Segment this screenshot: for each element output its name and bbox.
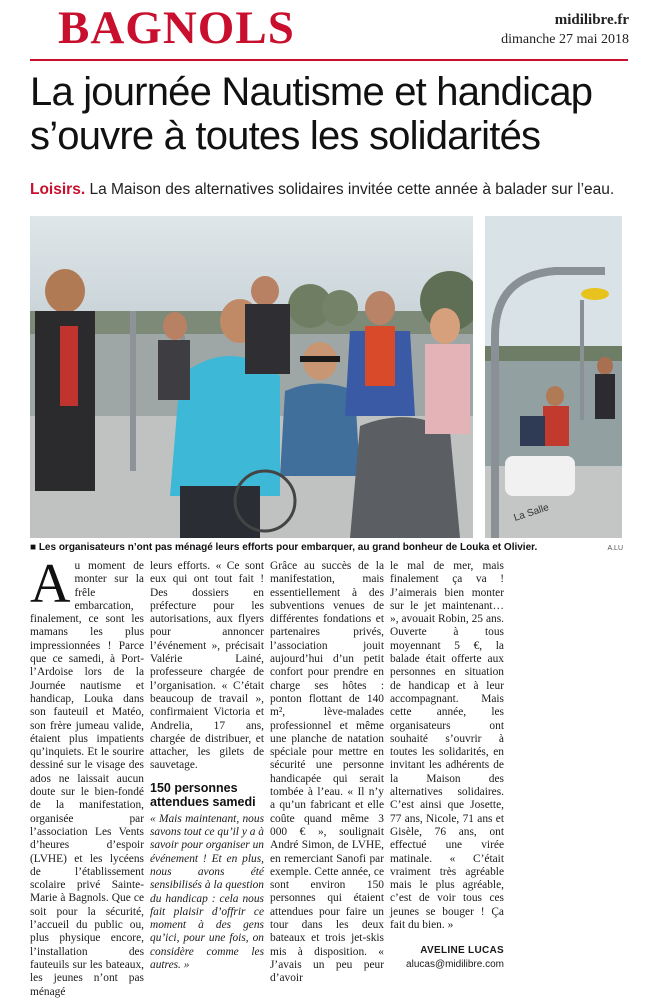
- article-column-3: [270, 560, 384, 986]
- chapeau-text: La Maison des alternatives solidaires invitée cette année à balader sur l’eau.: [85, 181, 615, 198]
- header-rule: [30, 59, 628, 61]
- author-email[interactable]: alucas@midilibre.com: [406, 958, 504, 970]
- paragraph: le mal de mer, mais finalement ça va ! J’aimerais bien monter sur le jet maintenant… », avouait Robin, 25 ans. Ouverte à tous moyennant 5 €, la balade était offerte aux personnes en situation de handicap et à leur accompagnant. Mais cette année, les organisateurs ont souhaité s’ouvrir à toutes les solidarités, en invitant les adhérents de la Maison des alternatives solidaires. C’est ainsi que Josette, 77 ans, Nicole, 71 ans et Gisèle, 76 ans, ont effectué une virée matinale. « C’était vraiment très agréable mais le plus agréable, c’est de voir tous ces jeunes se bouger ! Ça fait du bien. »: [390, 560, 504, 932]
- paragraph: « Mais maintenant, nous savons tout ce qu’il y a à savoir pour organiser un événement ! Et en plus, nous avons été sensibilisés à la question du handicap : cela nous fait plaisir d’offrir ce moment à des gens qu’ici, pour une fois, on considère comme les autres. »: [150, 812, 264, 972]
- page-header: [0, 0, 659, 58]
- article-chapeau: [30, 180, 640, 200]
- article-column-2: [150, 560, 264, 972]
- chapeau-kicker: Loisirs.: [30, 181, 86, 198]
- side-photo: [485, 216, 622, 538]
- main-photo: [30, 216, 473, 538]
- photo-caption: ■ Les organisateurs n’ont pas ménagé leurs efforts pour embarquer, au grand bonheur de Louka et Olivier.: [30, 542, 538, 553]
- author-name: AVELINE LUCAS: [420, 945, 504, 957]
- drop-cap: A: [30, 553, 71, 615]
- site-name: midilibre.fr: [554, 12, 629, 28]
- paragraph: u moment de monter sur la frêle embarcation, finalement, ce sont les mamans les plus impressionnées ! Parce que ce samedi, à Port-l’Ardoise lors de la Journée nautisme et handicap, Louka dans son fauteuil et Matéo, son frère jumeau valide, étaient plus impatients qu’inquiets. Et le sourire dessiné sur le visage des ados ne laissait aucun doute sur le bien-fondé de la manifestation, organisée par l’association Les Vents d’heures d’espoir (LVHE) et les lycéens de l’établissement scolaire privé Sainte-Marie à Bagnols. Que ce soit pour la sécurité, l’accueil du public ou, plus physique encore, l’installation des fauteuils sur les bateaux, les jeunes n’ont pas ménagé: [30, 560, 144, 998]
- svg-text:La Salle: La Salle: [512, 502, 551, 524]
- article-column-4: [390, 560, 504, 971]
- article-headline: La journée Nautisme et handicap s’ouvre à toutes les solidarités: [30, 70, 593, 158]
- paragraph: Grâce au succès de la manifestation, mais essentiellement à des subventions venues de différentes fondations et partenaires privés, l’association jouit aujourd’hui d’un petit confort pour prendre en charge ses hôtes : ponton flottant de 140 m², lève-malades professionnel et même une planche de natation spéciale pour mettre en sécurité une personne handicapée qui serait tombée à l’eau. « Il n’y a qu’un fabricant et elle coûte quand même 3 000 € », soulignait André Simon, de LVHE, en remerciant Sanofi par exemple. Cette année, ce sont environ 150 personnes qui étaient attendues pour faire un tour dans les deux bateaux et trois jet-skis mis à disposition. « J’avais un peu peur d’avoir: [270, 560, 384, 985]
- paragraph: leurs efforts. « Ce sont eux qui ont tout fait ! Des dossiers en préfecture pour les autorisations, aux flyers pour annoncer l’événement », précisait Valérie Lainé, professeure chargée de l’organisation. « C’était beaucoup de travail », confirmaient Victoria et Andrelia, 17 ans, chargée de distribuer, et attacher, les gilets de sauvetage.: [150, 560, 264, 772]
- article-column-1: [30, 553, 144, 999]
- photo-credit: A.LU: [607, 545, 623, 552]
- section-title: BAGNOLS: [58, 2, 295, 54]
- publication-date: dimanche 27 mai 2018: [501, 32, 629, 47]
- article-subhead: 150 personnes attendues samedi: [150, 780, 256, 809]
- article-body: [30, 553, 624, 998]
